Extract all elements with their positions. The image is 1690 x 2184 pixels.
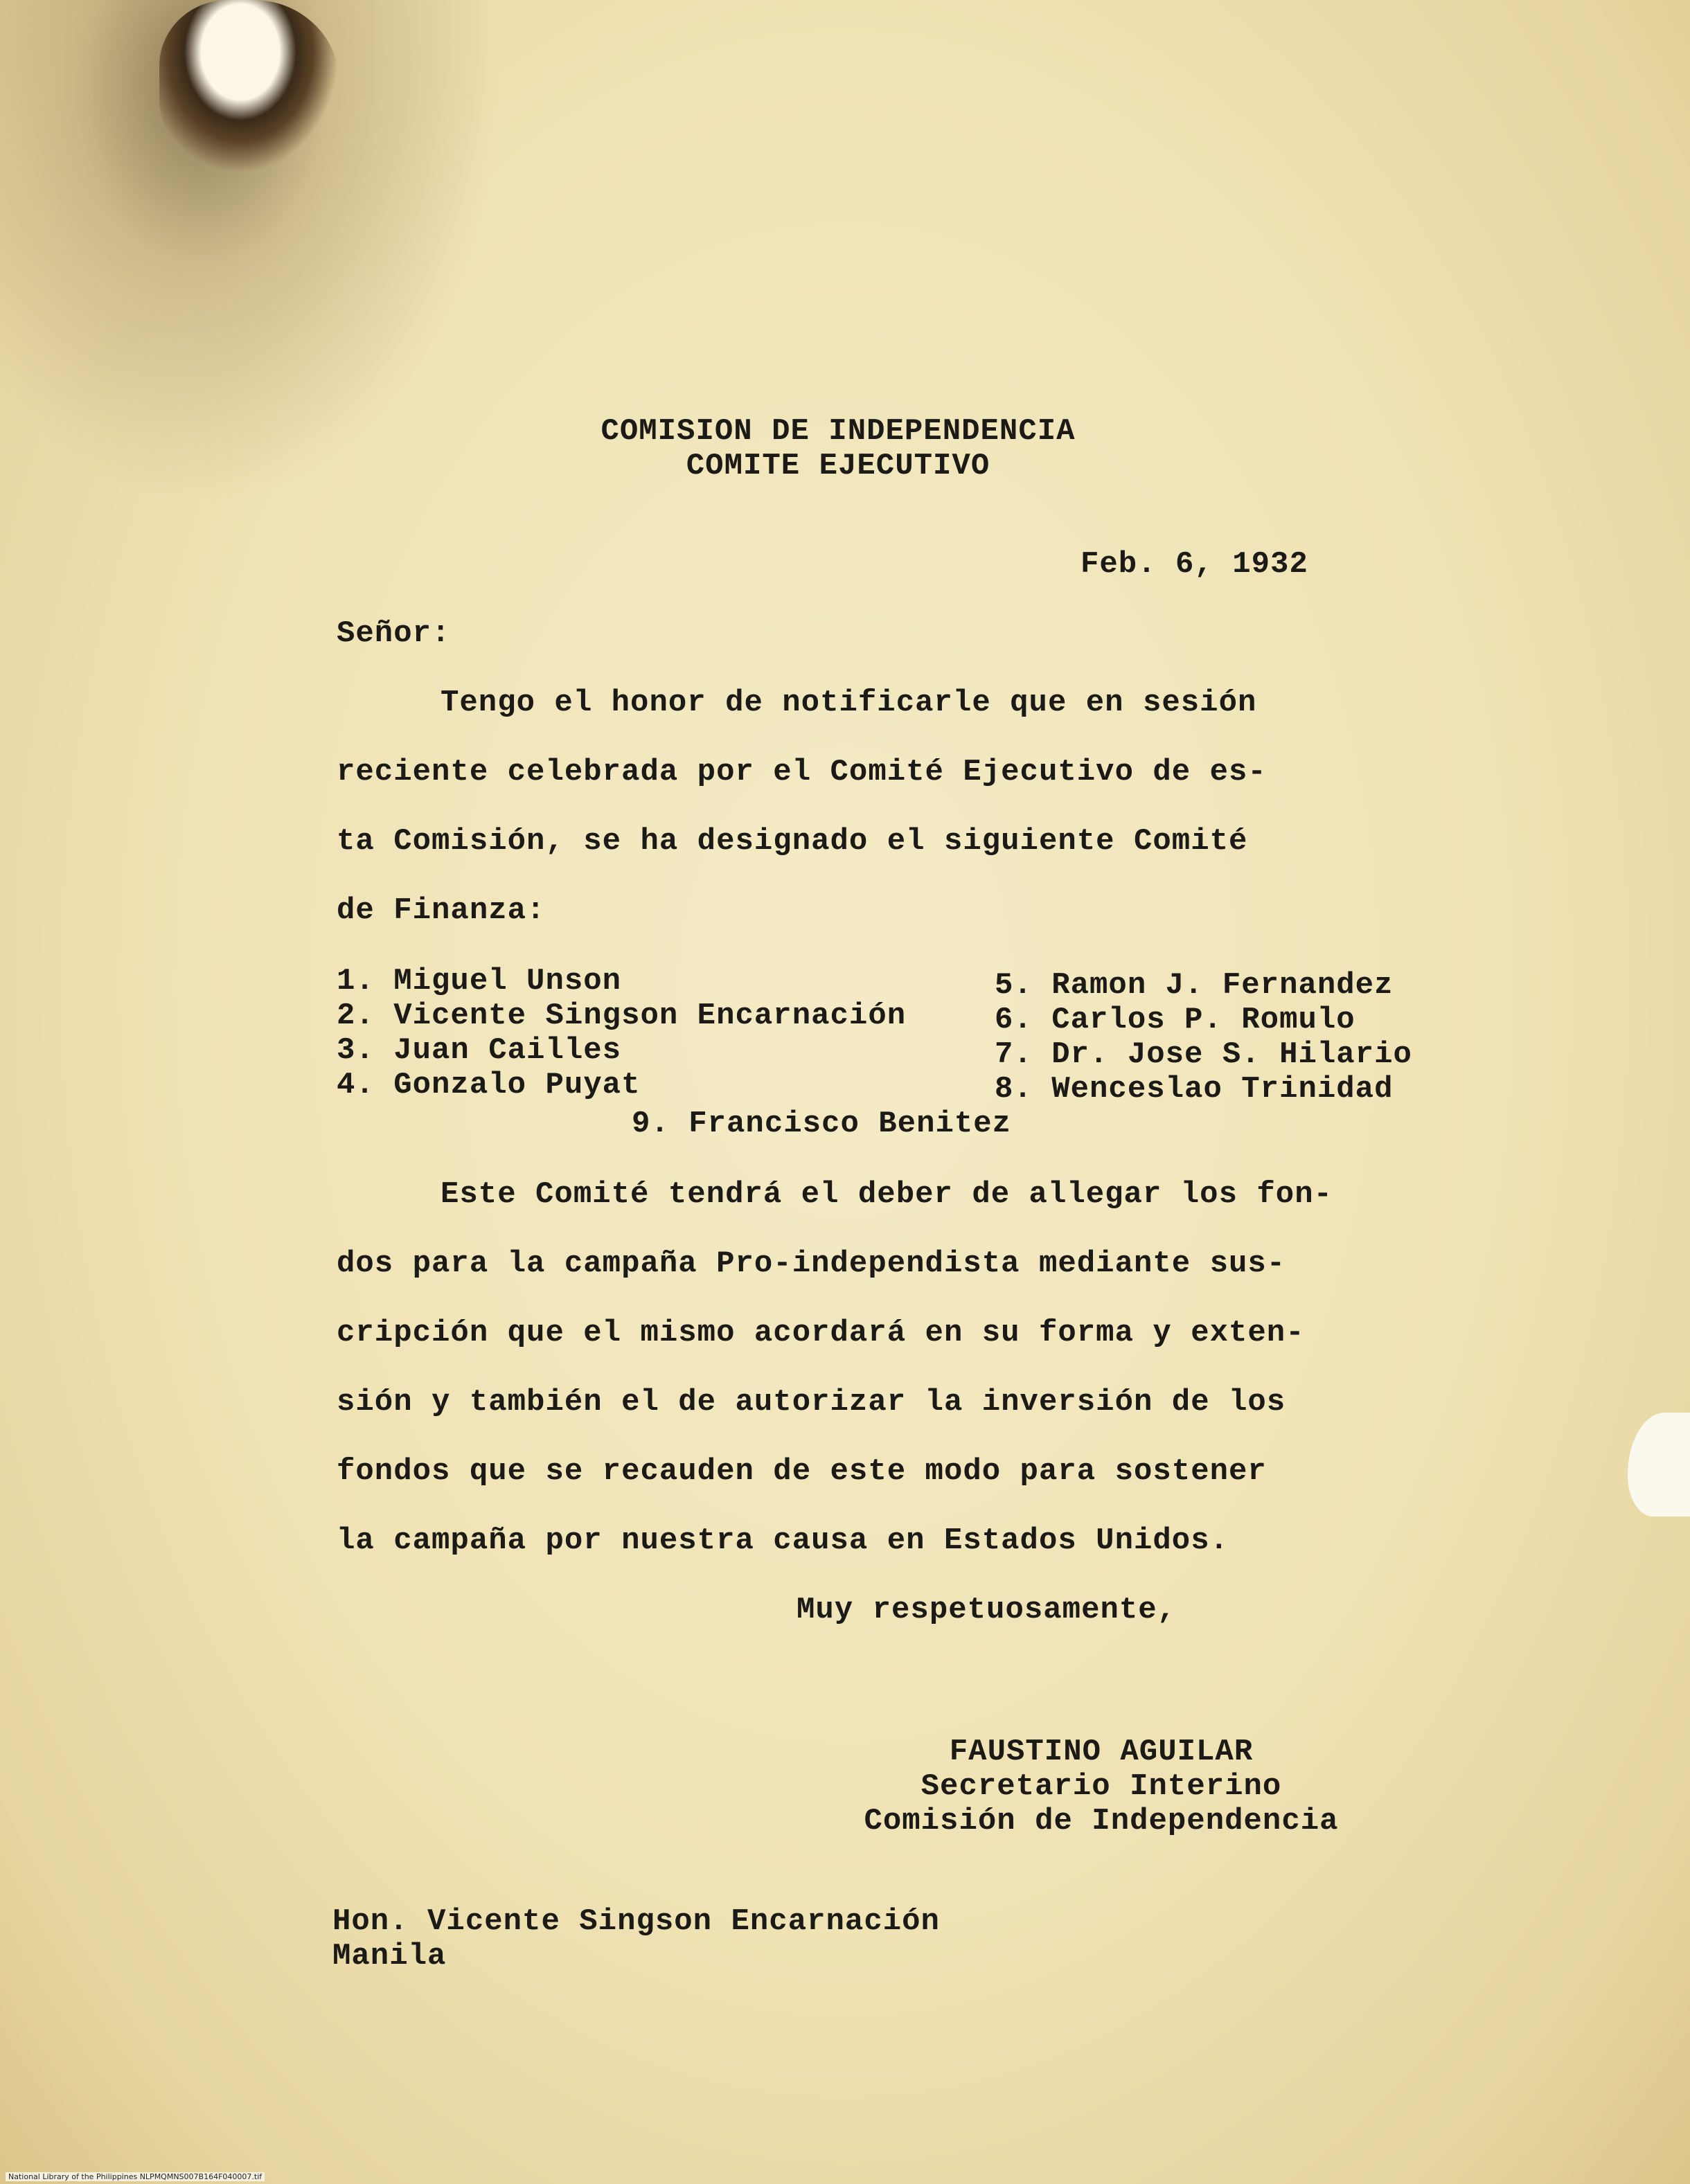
paragraph2-line-5: fondos que se recauden de este modo para sostener <box>337 1454 1267 1489</box>
signature-org: Comisión de Independencia <box>864 1804 1339 1838</box>
letterhead-line-2: COMITE EJECUTIVO <box>686 449 990 483</box>
member-8: 8. Wenceslao Trinidad <box>995 1072 1394 1107</box>
paragraph1-line-3: ta Comisión, se ha designado el siguiente Comité <box>337 824 1248 859</box>
paragraph2-line-6: la campaña por nuestra causa en Estados Unidos. <box>337 1523 1229 1558</box>
member-9: 9. Francisco Benitez <box>632 1107 1012 1141</box>
signature-title: Secretario Interino <box>920 1769 1282 1804</box>
paragraph1-line-4: de Finanza: <box>337 893 546 928</box>
paragraph1-line-2: reciente celebrada por el Comité Ejecutivo de es- <box>337 755 1267 789</box>
signature-name: FAUSTINO AGUILAR <box>949 1735 1254 1769</box>
paragraph2-line-1: Este Comité tendrá el deber de allegar los fon- <box>441 1177 1333 1212</box>
member-1: 1. Miguel Unson <box>337 964 622 999</box>
torn-edge <box>1628 1413 1690 1516</box>
addressee-city: Manila <box>332 1939 447 1973</box>
paragraph2-line-4: sión y también el de autorizar la inversión de los <box>337 1385 1286 1420</box>
member-3: 3. Juan Cailles <box>337 1033 622 1068</box>
member-6: 6. Carlos P. Romulo <box>995 1003 1355 1037</box>
member-4: 4. Gonzalo Puyat <box>337 1068 641 1102</box>
salutation: Señor: <box>337 616 451 651</box>
paragraph2-line-3: cripción que el mismo acordará en su forma y exten- <box>337 1316 1305 1350</box>
archive-footer: National Library of the Philippines NLPMQMNS007B164F040007.tif <box>6 2172 265 2181</box>
letterhead-line-1: COMISION DE INDEPENDENCIA <box>601 414 1076 449</box>
addressee-name: Hon. Vicente Singson Encarnación <box>332 1904 940 1939</box>
letter-date: Feb. 6, 1932 <box>1080 547 1308 582</box>
paragraph2-line-2: dos para la campaña Pro-independista mediante sus- <box>337 1246 1286 1281</box>
closing: Muy respetuosamente, <box>797 1593 1177 1627</box>
burn-mark <box>159 0 339 173</box>
member-7: 7. Dr. Jose S. Hilario <box>995 1037 1412 1072</box>
paragraph1-line-1: Tengo el honor de notificarle que en sesión <box>441 686 1257 720</box>
member-2: 2. Vicente Singson Encarnación <box>337 999 907 1033</box>
member-5: 5. Ramon J. Fernandez <box>995 968 1394 1003</box>
